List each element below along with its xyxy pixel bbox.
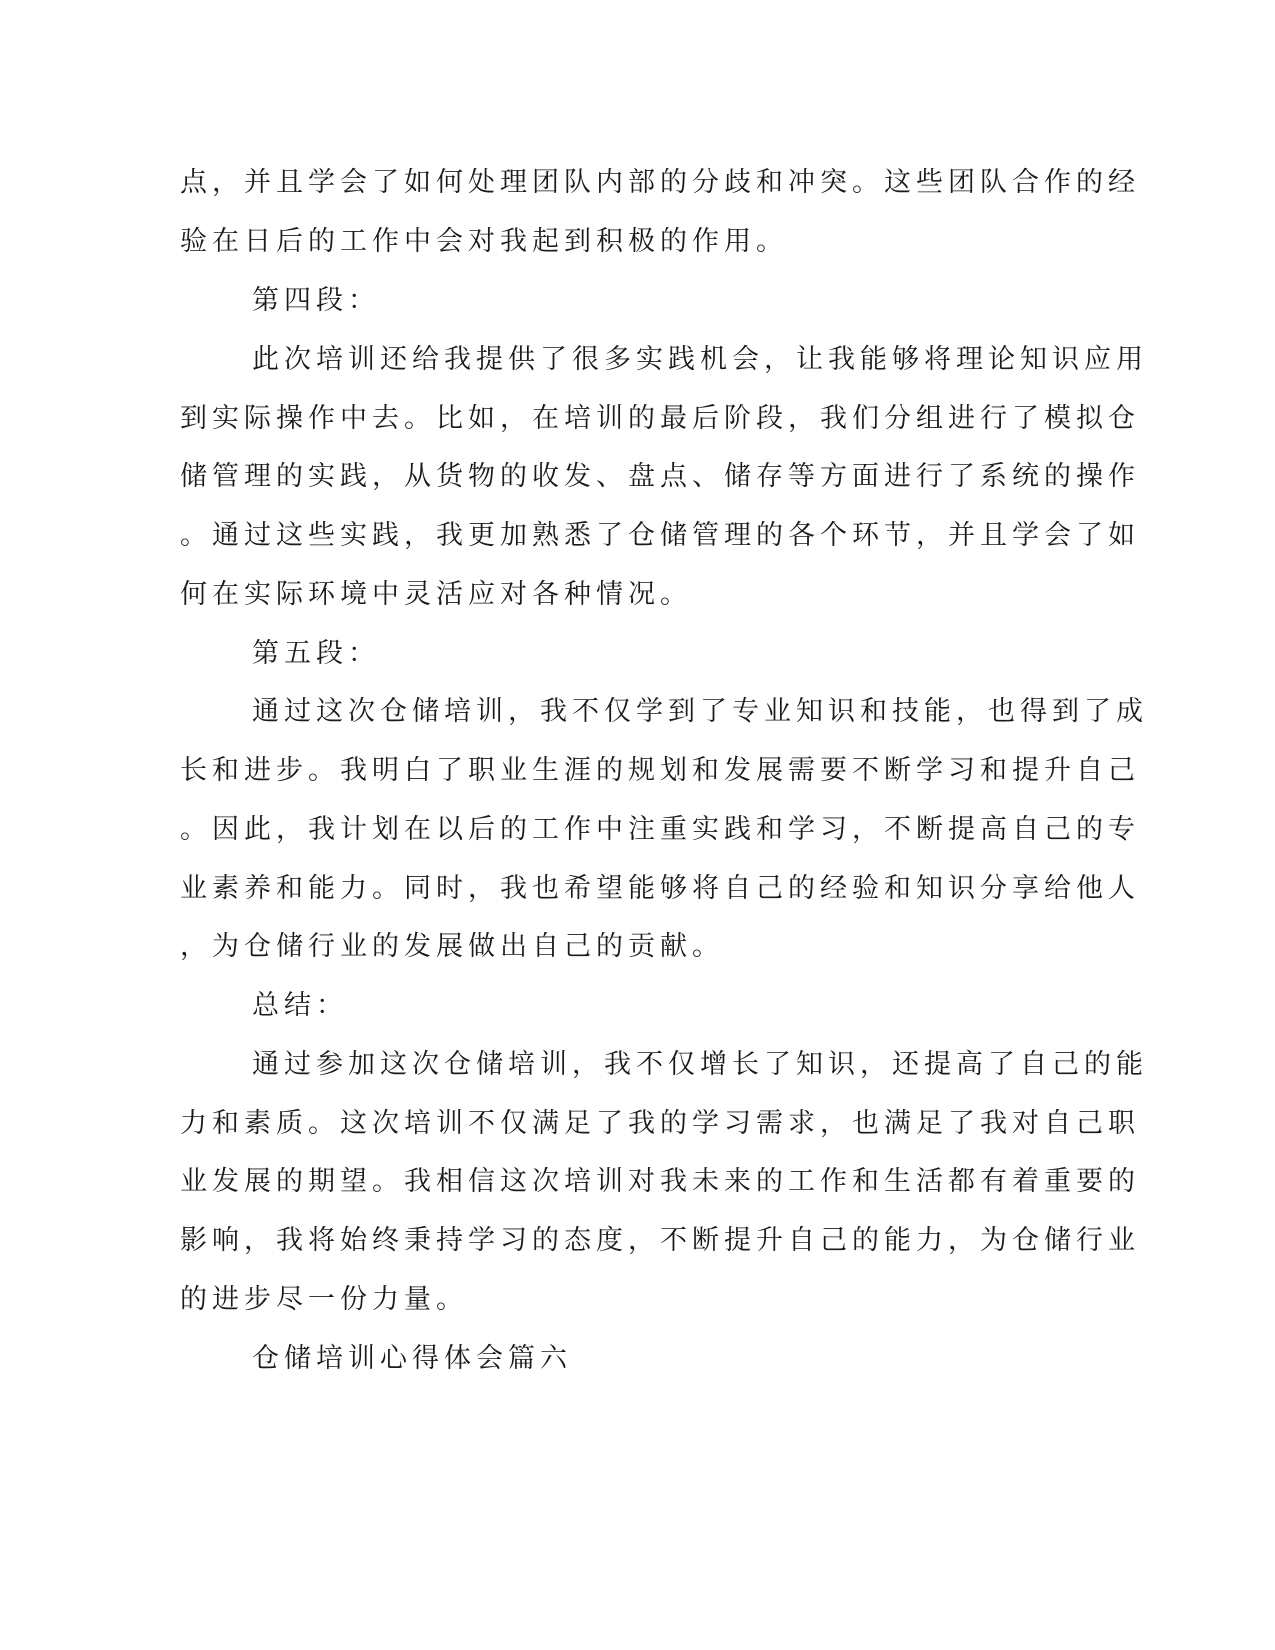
body-text-line: 点，并且学会了如何处理团队内部的分歧和冲突。这些团队合作的经 bbox=[180, 167, 1140, 198]
body-text-line: 力和素质。这次培训不仅满足了我的学习需求，也满足了我对自己职 bbox=[180, 1108, 1140, 1139]
body-text-line: 业发展的期望。我相信这次培训对我未来的工作和生活都有着重要的 bbox=[180, 1166, 1140, 1197]
body-text-line: 长和进步。我明白了职业生涯的规划和发展需要不断学习和提升自己 bbox=[180, 755, 1140, 786]
body-text-line: 业素养和能力。同时，我也希望能够将自己的经验和知识分享给他人 bbox=[180, 873, 1140, 904]
body-text-line: 。因此，我计划在以后的工作中注重实践和学习，不断提高自己的专 bbox=[180, 814, 1140, 845]
body-text-line: 的进步尽一份力量。 bbox=[180, 1284, 468, 1315]
section-heading: 第五段： bbox=[252, 638, 380, 669]
body-text-line: 到实际操作中去。比如，在培训的最后阶段，我们分组进行了模拟仓 bbox=[180, 403, 1140, 434]
body-text-line: 。通过这些实践，我更加熟悉了仓储管理的各个环节，并且学会了如 bbox=[180, 520, 1140, 551]
body-text-line: 何在实际环境中灵活应对各种情况。 bbox=[180, 579, 692, 610]
section-title: 仓储培训心得体会篇六 bbox=[252, 1343, 572, 1374]
body-text-line: ，为仓储行业的发展做出自己的贡献。 bbox=[180, 931, 724, 962]
body-text-line: 此次培训还给我提供了很多实践机会，让我能够将理论知识应用 bbox=[252, 344, 1148, 375]
body-text-line: 影响，我将始终秉持学习的态度，不断提升自己的能力，为仓储行业 bbox=[180, 1225, 1140, 1256]
body-text-line: 储管理的实践，从货物的收发、盘点、储存等方面进行了系统的操作 bbox=[180, 461, 1140, 492]
section-heading: 总结： bbox=[252, 990, 348, 1021]
body-text-line: 通过参加这次仓储培训，我不仅增长了知识，还提高了自己的能 bbox=[252, 1049, 1148, 1080]
body-text-line: 通过这次仓储培训，我不仅学到了专业知识和技能，也得到了成 bbox=[252, 696, 1148, 727]
body-text-line: 验在日后的工作中会对我起到积极的作用。 bbox=[180, 226, 788, 257]
section-heading: 第四段： bbox=[252, 285, 380, 316]
